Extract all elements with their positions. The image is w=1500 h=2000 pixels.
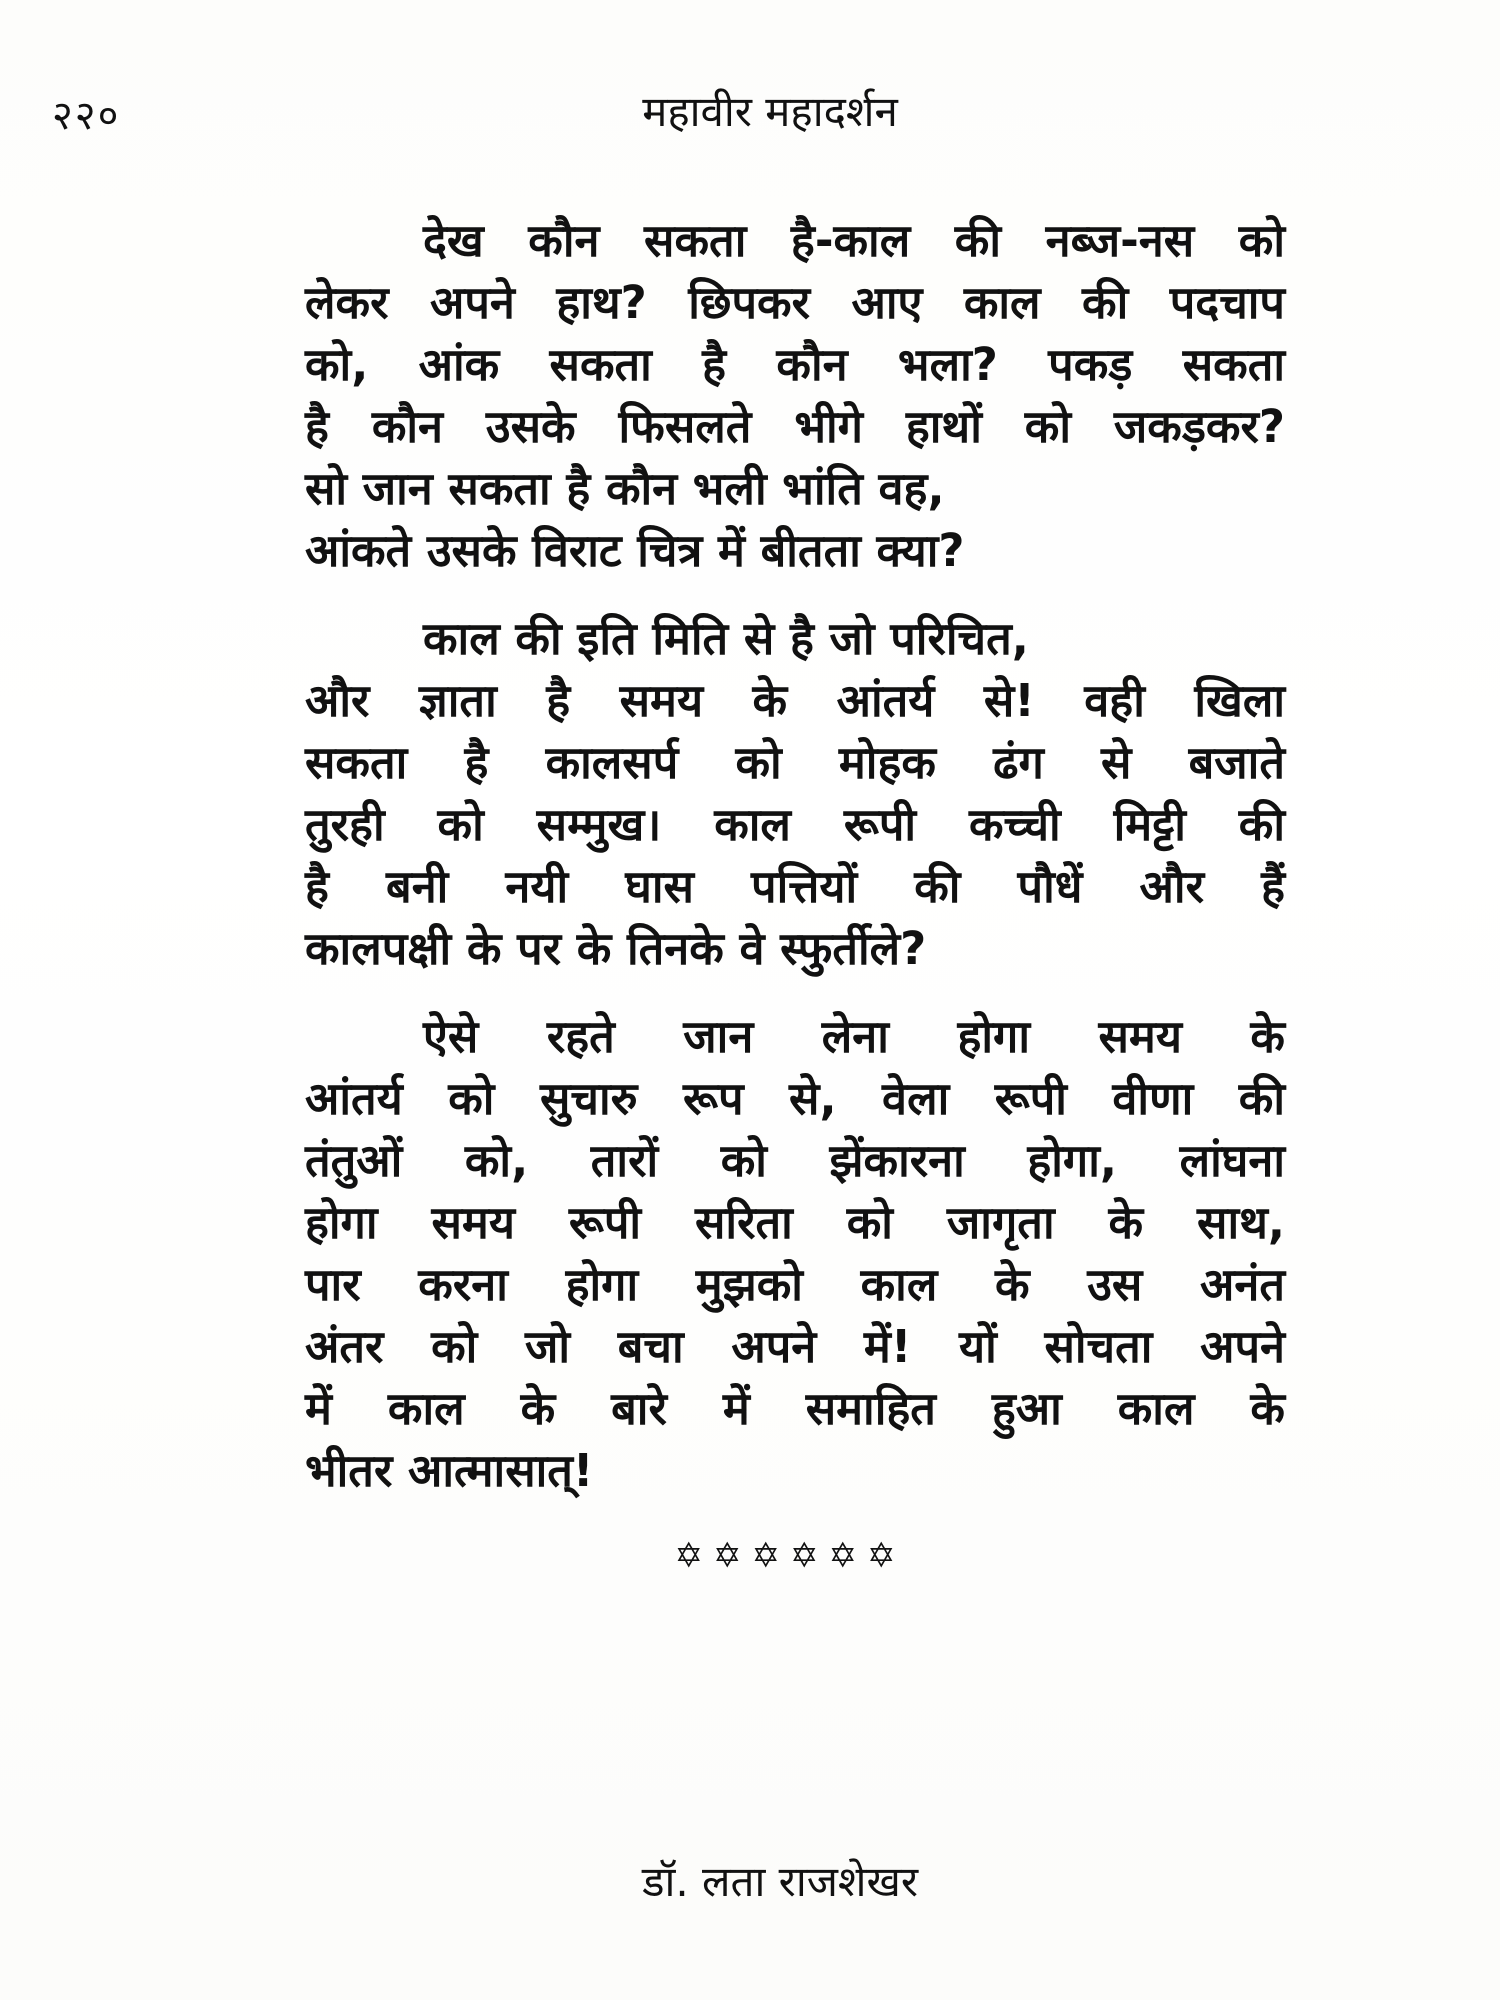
author-name: डॉ. लता राजशेखर: [641, 1857, 918, 1906]
text-line: को, आंक सकता है कौन भला? पकड़ सकता: [305, 338, 1285, 391]
paragraph-3: [305, 1006, 1285, 1502]
text-line: तुरही को सम्मुख। काल रूपी कच्ची मिट्टी की: [305, 798, 1285, 851]
text-line: अंतर को जो बचा अपने में! यों सोचता अपने: [305, 1320, 1285, 1373]
paragraph-1: [305, 210, 1285, 582]
page-number: २२०: [52, 93, 121, 139]
text-line: सकता है कालसर्प को मोहक ढंग से बजाते: [305, 736, 1285, 789]
star-ornament-icon: ✡✡✡✡✡✡: [674, 1536, 906, 1576]
text-line: है कौन उसके फिसलते भीगे हाथों को जकड़कर?: [305, 400, 1285, 453]
text-line: काल की इति मिति से है जो परिचित,: [423, 612, 1029, 665]
paragraph-2: [305, 608, 1285, 980]
text-line: है बनी नयी घास पत्तियों की पौधें और हैं: [305, 860, 1285, 913]
running-title: महावीर महादर्शन: [642, 87, 898, 136]
text-line: सो जान सकता है कौन भली भांति वह,: [305, 462, 945, 515]
text-line: आंतर्य को सुचारु रूप से, वेला रूपी वीणा की: [305, 1072, 1285, 1125]
text-line: में काल के बारे में समाहित हुआ काल के: [305, 1382, 1285, 1435]
text-line: देख कौन सकता है-काल की नब्ज-नस को: [423, 214, 1285, 267]
text-line: लेकर अपने हाथ? छिपकर आए काल की पदचाप: [305, 276, 1285, 329]
text-line: होगा समय रूपी सरिता को जागृता के साथ,: [305, 1196, 1285, 1249]
text-line: ऐसे रहते जान लेना होगा समय के: [423, 1010, 1285, 1063]
text-line: और ज्ञाता है समय के आंतर्य से! वही खिला: [305, 674, 1285, 727]
text-line: कालपक्षी के पर के तिनके वे स्फुर्तीले?: [305, 922, 927, 975]
text-line: आंकते उसके विराट चित्र में बीतता क्या?: [305, 524, 965, 577]
text-line: पार करना होगा मुझको काल के उस अनंत: [305, 1258, 1285, 1311]
text-line: भीतर आत्मासात्!: [305, 1444, 594, 1497]
body-text: [305, 210, 1285, 1528]
text-line: तंतुओं को, तारों को झेंकारना होगा, लांघना: [305, 1134, 1285, 1187]
